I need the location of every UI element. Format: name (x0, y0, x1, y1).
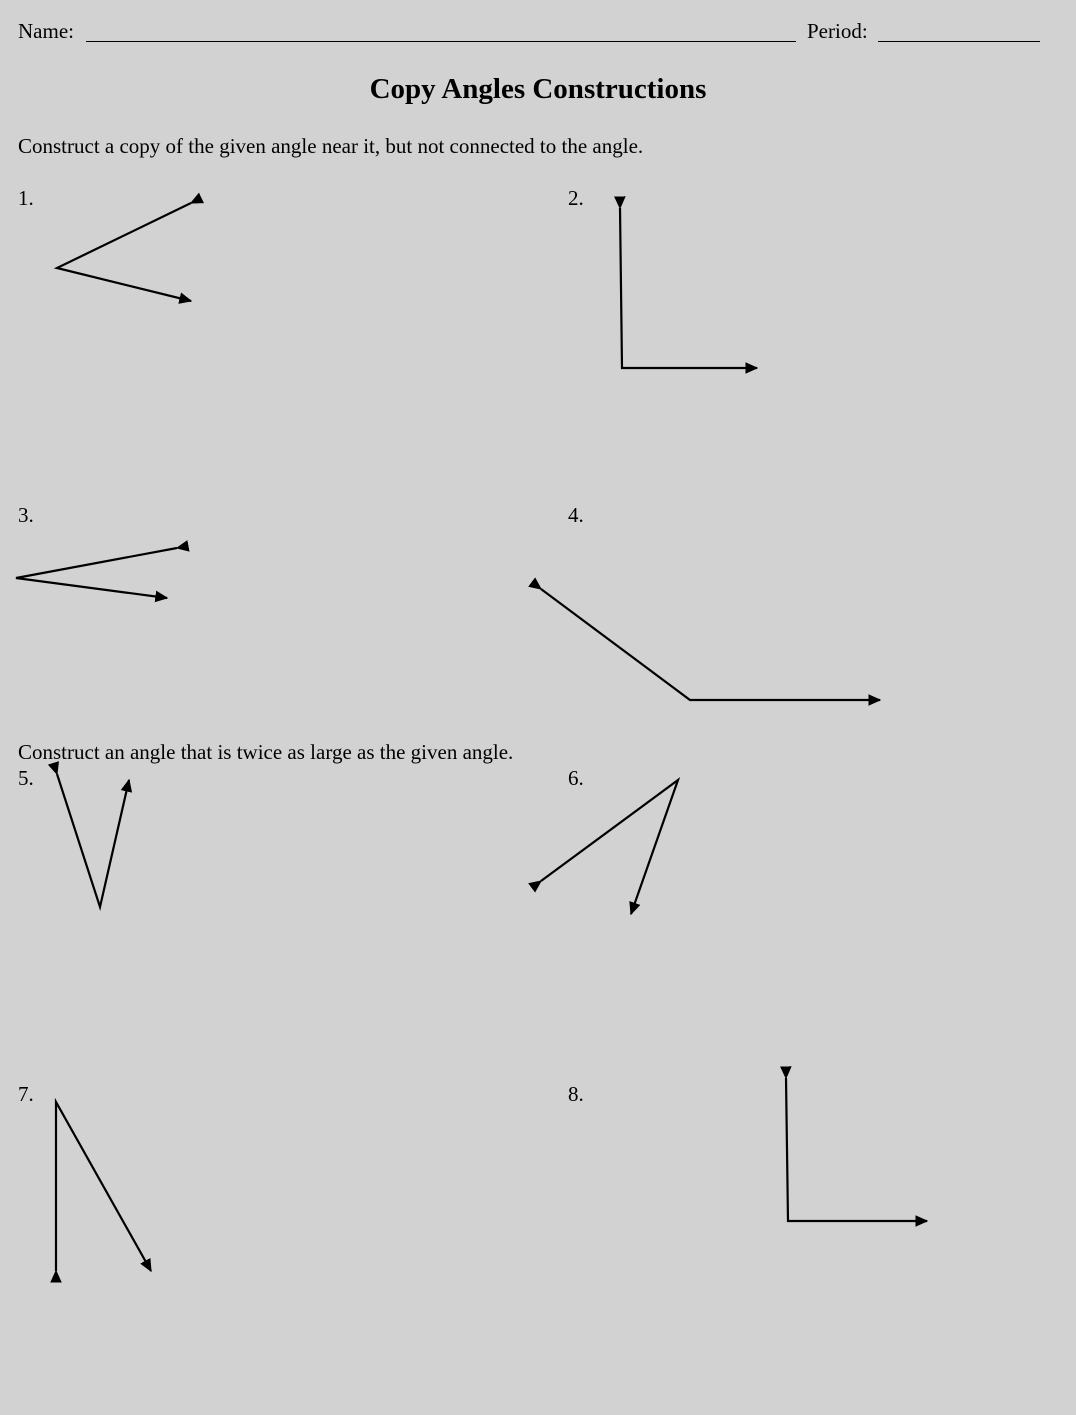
name-label: Name: (18, 19, 74, 43)
problem-number-5: 5. (18, 766, 34, 790)
problem-number-2: 2. (568, 186, 584, 210)
problem-number-1: 1. (18, 186, 34, 210)
angle-figure-6 (541, 780, 678, 914)
section-1-instruction: Construct a copy of the given angle near it, but not connected to the angle. (18, 134, 644, 158)
problem-number-3: 3. (18, 503, 34, 527)
angle-figure-2 (620, 208, 757, 368)
angle-figure-7 (56, 1102, 151, 1271)
section-2-instruction: Construct an angle that is twice as large as the given angle. (18, 740, 514, 764)
angle-figure-3 (16, 548, 177, 598)
page-title: Copy Angles Constructions (369, 73, 707, 105)
period-label: Period: (807, 19, 868, 43)
angle-figure-5 (57, 774, 129, 907)
problem-number-8: 8. (568, 1082, 584, 1106)
angle-figure-8 (786, 1078, 927, 1221)
problem-number-7: 7. (18, 1082, 34, 1106)
angle-figure-1 (57, 203, 191, 301)
angle-figure-4 (541, 589, 880, 700)
problem-number-4: 4. (568, 503, 584, 527)
problem-number-6: 6. (568, 766, 584, 790)
